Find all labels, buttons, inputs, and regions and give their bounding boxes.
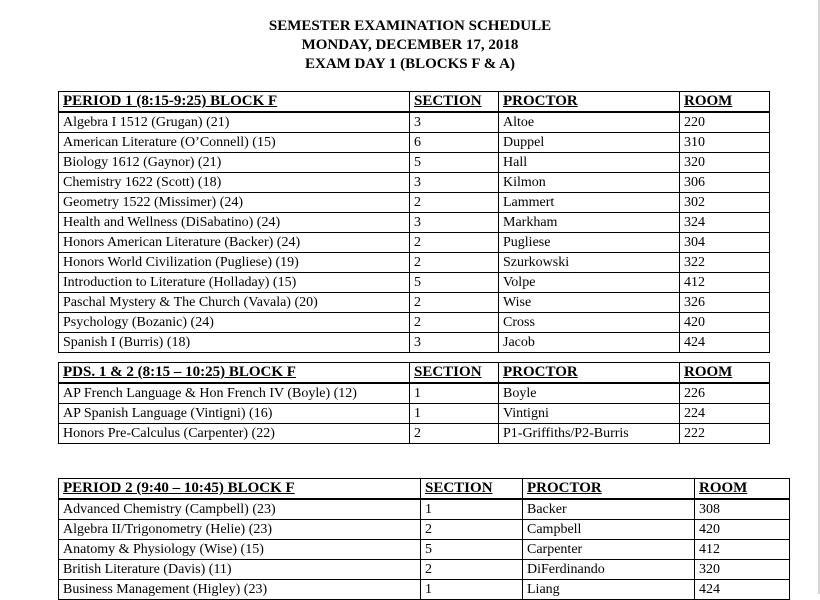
table-row — [59, 540, 790, 560]
section-header: SECTION — [410, 363, 499, 384]
course-cell: British Literature (Davis) (11) — [59, 560, 421, 580]
proctor-cell: Lammert — [499, 193, 680, 213]
section-cell: 5 — [410, 273, 499, 293]
section-cell: 6 — [410, 133, 499, 153]
room-cell: 226 — [680, 383, 770, 404]
proctor-cell: Jacob — [499, 333, 680, 353]
course-cell: Introduction to Literature (Holladay) (15) — [59, 273, 410, 293]
header-title: SEMESTER EXAMINATION SCHEDULE — [268, 18, 552, 34]
section-cell: 3 — [410, 213, 499, 233]
course-cell: Psychology (Bozanic) (24) — [59, 313, 410, 333]
proctor-cell: Cross — [499, 313, 680, 333]
room-cell: 324 — [680, 213, 770, 233]
section-cell: 1 — [421, 580, 523, 600]
room-cell: 322 — [680, 253, 770, 273]
section-cell: 1 — [410, 404, 499, 424]
section-cell: 3 — [410, 333, 499, 353]
room-cell: 308 — [695, 499, 790, 520]
room-header: ROOM — [680, 363, 770, 384]
room-cell: 424 — [680, 333, 770, 353]
course-cell: Business Management (Higley) (23) — [59, 580, 421, 600]
course-cell: Geometry 1522 (Missimer) (24) — [59, 193, 410, 213]
room-cell: 326 — [680, 293, 770, 313]
proctor-cell: Duppel — [499, 133, 680, 153]
section-cell: 3 — [410, 112, 499, 133]
table-row — [59, 520, 790, 540]
period-1-table — [58, 91, 770, 353]
table-row — [59, 424, 770, 444]
table-row — [59, 133, 770, 153]
document-header — [0, 17, 820, 74]
proctor-cell: DiFerdinando — [523, 560, 695, 580]
proctor-cell: Backer — [523, 499, 695, 520]
header-exam-day: EXAM DAY 1 (BLOCKS F & A) — [304, 56, 515, 72]
proctor-cell: Altoe — [499, 112, 680, 133]
course-cell: Algebra II/Trigonometry (Helie) (23) — [59, 520, 421, 540]
section-cell: 2 — [410, 293, 499, 313]
section-cell: 2 — [421, 520, 523, 540]
course-cell: Honors World Civilization (Pugliese) (19) — [59, 253, 410, 273]
table-header-row — [59, 363, 770, 384]
room-cell: 220 — [680, 112, 770, 133]
table-row — [59, 383, 770, 404]
room-cell: 310 — [680, 133, 770, 153]
table-row — [59, 233, 770, 253]
period-2-table — [58, 478, 790, 600]
course-cell: Chemistry 1622 (Scott) (18) — [59, 173, 410, 193]
table-row — [59, 333, 770, 353]
course-cell: Anatomy & Physiology (Wise) (15) — [59, 540, 421, 560]
header-date: MONDAY, DECEMBER 17, 2018 — [301, 37, 519, 53]
proctor-cell: Boyle — [499, 383, 680, 404]
room-cell: 302 — [680, 193, 770, 213]
table-row — [59, 293, 770, 313]
room-cell: 424 — [695, 580, 790, 600]
proctor-cell: Kilmon — [499, 173, 680, 193]
proctor-header: PROCTOR — [499, 92, 680, 113]
table-row — [59, 404, 770, 424]
course-cell: Algebra I 1512 (Grugan) (21) — [59, 112, 410, 133]
course-cell: AP Spanish Language (Vintigni) (16) — [59, 404, 410, 424]
proctor-header: PROCTOR — [523, 479, 695, 500]
proctor-cell: Liang — [523, 580, 695, 600]
proctor-cell: Hall — [499, 153, 680, 173]
table-row — [59, 173, 770, 193]
table-row — [59, 313, 770, 333]
table-title: PERIOD 2 (9:40 – 10:45) BLOCK F — [59, 479, 421, 500]
section-cell: 2 — [410, 193, 499, 213]
proctor-cell: Carpenter — [523, 540, 695, 560]
section-cell: 3 — [410, 173, 499, 193]
room-header: ROOM — [695, 479, 790, 500]
room-cell: 412 — [680, 273, 770, 293]
proctor-cell: Szurkowski — [499, 253, 680, 273]
proctor-cell: Campbell — [523, 520, 695, 540]
proctor-cell: Markham — [499, 213, 680, 233]
table-row — [59, 253, 770, 273]
table-header-row — [59, 92, 770, 113]
table-row — [59, 153, 770, 173]
course-cell: Health and Wellness (DiSabatino) (24) — [59, 213, 410, 233]
room-cell: 320 — [680, 153, 770, 173]
proctor-header: PROCTOR — [499, 363, 680, 384]
course-cell: Paschal Mystery & The Church (Vavala) (20) — [59, 293, 410, 313]
proctor-cell: P1-Griffiths/P2-Burris — [499, 424, 680, 444]
table-row — [59, 560, 790, 580]
table-row — [59, 580, 790, 600]
room-cell: 304 — [680, 233, 770, 253]
table-title: PDS. 1 & 2 (8:15 – 10:25) BLOCK F — [59, 363, 410, 384]
course-cell: American Literature (O’Connell) (15) — [59, 133, 410, 153]
table-row — [59, 499, 790, 520]
room-cell: 320 — [695, 560, 790, 580]
section-header: SECTION — [421, 479, 523, 500]
room-header: ROOM — [680, 92, 770, 113]
room-cell: 222 — [680, 424, 770, 444]
section-cell: 2 — [410, 424, 499, 444]
course-cell: Advanced Chemistry (Campbell) (23) — [59, 499, 421, 520]
proctor-cell: Volpe — [499, 273, 680, 293]
table-header-row — [59, 479, 790, 500]
proctor-cell: Pugliese — [499, 233, 680, 253]
section-cell: 2 — [410, 313, 499, 333]
section-cell: 2 — [410, 233, 499, 253]
section-cell: 2 — [410, 253, 499, 273]
section-cell: 2 — [421, 560, 523, 580]
table-title: PERIOD 1 (8:15-9:25) BLOCK F — [59, 92, 410, 113]
periods-1-2-table — [58, 362, 770, 444]
section-cell: 5 — [421, 540, 523, 560]
section-cell: 1 — [421, 499, 523, 520]
table-row — [59, 112, 770, 133]
course-cell: Spanish I (Burris) (18) — [59, 333, 410, 353]
table-row — [59, 273, 770, 293]
section-cell: 5 — [410, 153, 499, 173]
room-cell: 224 — [680, 404, 770, 424]
room-cell: 420 — [695, 520, 790, 540]
course-cell: Honors Pre-Calculus (Carpenter) (22) — [59, 424, 410, 444]
table-row — [59, 193, 770, 213]
proctor-cell: Vintigni — [499, 404, 680, 424]
course-cell: Biology 1612 (Gaynor) (21) — [59, 153, 410, 173]
course-cell: Honors American Literature (Backer) (24) — [59, 233, 410, 253]
course-cell: AP French Language & Hon French IV (Boyle) (12) — [59, 383, 410, 404]
table-row — [59, 213, 770, 233]
room-cell: 306 — [680, 173, 770, 193]
section-header: SECTION — [410, 92, 499, 113]
section-cell: 1 — [410, 383, 499, 404]
room-cell: 412 — [695, 540, 790, 560]
proctor-cell: Wise — [499, 293, 680, 313]
room-cell: 420 — [680, 313, 770, 333]
